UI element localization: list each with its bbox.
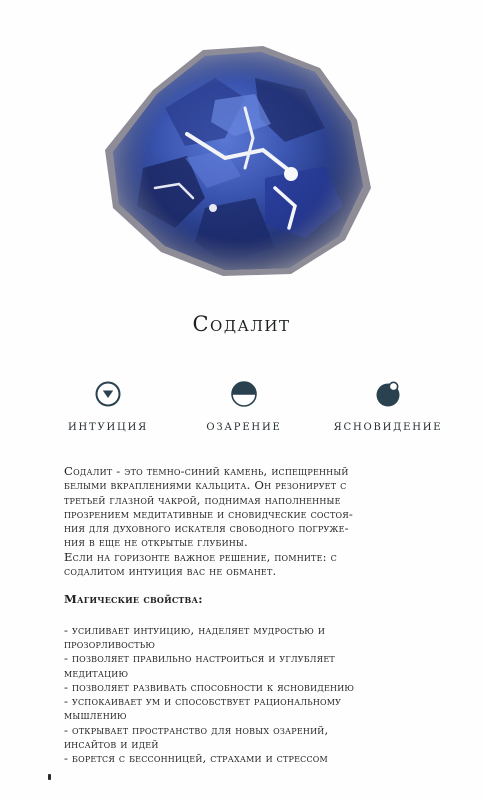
- description-block: [64, 464, 464, 766]
- property-line: прозорливостью: [64, 636, 156, 651]
- stone-title: Содалит: [192, 312, 291, 336]
- triangle-down-circle-icon: [94, 380, 122, 408]
- properties-list: [64, 623, 464, 766]
- features-row: [0, 380, 483, 440]
- feature-label: интуиция: [68, 418, 148, 434]
- property-line: мышлению: [64, 708, 127, 723]
- feature-label: ясновидение: [333, 418, 443, 434]
- property-line: - борется с бессонницей, страхами и стрессом: [64, 751, 328, 766]
- half-filled-circle-icon: [230, 380, 258, 408]
- property-line: - усиливает интуицию, наделяет мудростью и: [64, 622, 326, 637]
- property-line: инсайтов и идей: [64, 737, 159, 752]
- feature-clairvoyance: [308, 380, 468, 434]
- property-line: - успокаивает ум и способствует рациональному: [64, 694, 342, 709]
- description-line: прозрением медитативные и сновидческие состоя-: [64, 506, 354, 521]
- description-line: ния для духовного искателя свободного погруже-: [64, 521, 349, 536]
- magic-properties-heading: Магические свойства:: [64, 592, 203, 607]
- description-line: третьей глазной чакрой, поднимая наполненные: [64, 492, 341, 507]
- description-line: Содалит - это темно-синий камень, испещренный: [64, 464, 349, 478]
- stray-mark: [48, 774, 51, 780]
- description-line: ния в еще не открытые глубины.: [64, 535, 248, 550]
- property-line: - позволяет правильно настроиться и углубляет: [64, 651, 335, 666]
- feature-insight: [164, 380, 324, 434]
- sodalite-stone-image: [95, 38, 380, 283]
- description-line: содалитом интуиция вас не обманет.: [64, 564, 277, 579]
- description-line: белыми вкраплениями кальцита. Он резонирует с: [64, 478, 347, 493]
- filled-circle-with-ring-icon: [374, 380, 402, 408]
- feature-label: озарение: [206, 418, 282, 434]
- property-line: - позволяет развивать способности к ясновидению: [64, 679, 355, 694]
- description-paragraph: [64, 464, 464, 578]
- stone-illustration: [95, 38, 380, 283]
- property-line: медитацию: [64, 665, 129, 680]
- description-line: Если на горизонте важное решение, помните: с: [64, 549, 337, 564]
- property-line: - открывает пространство для новых озарений,: [64, 722, 329, 737]
